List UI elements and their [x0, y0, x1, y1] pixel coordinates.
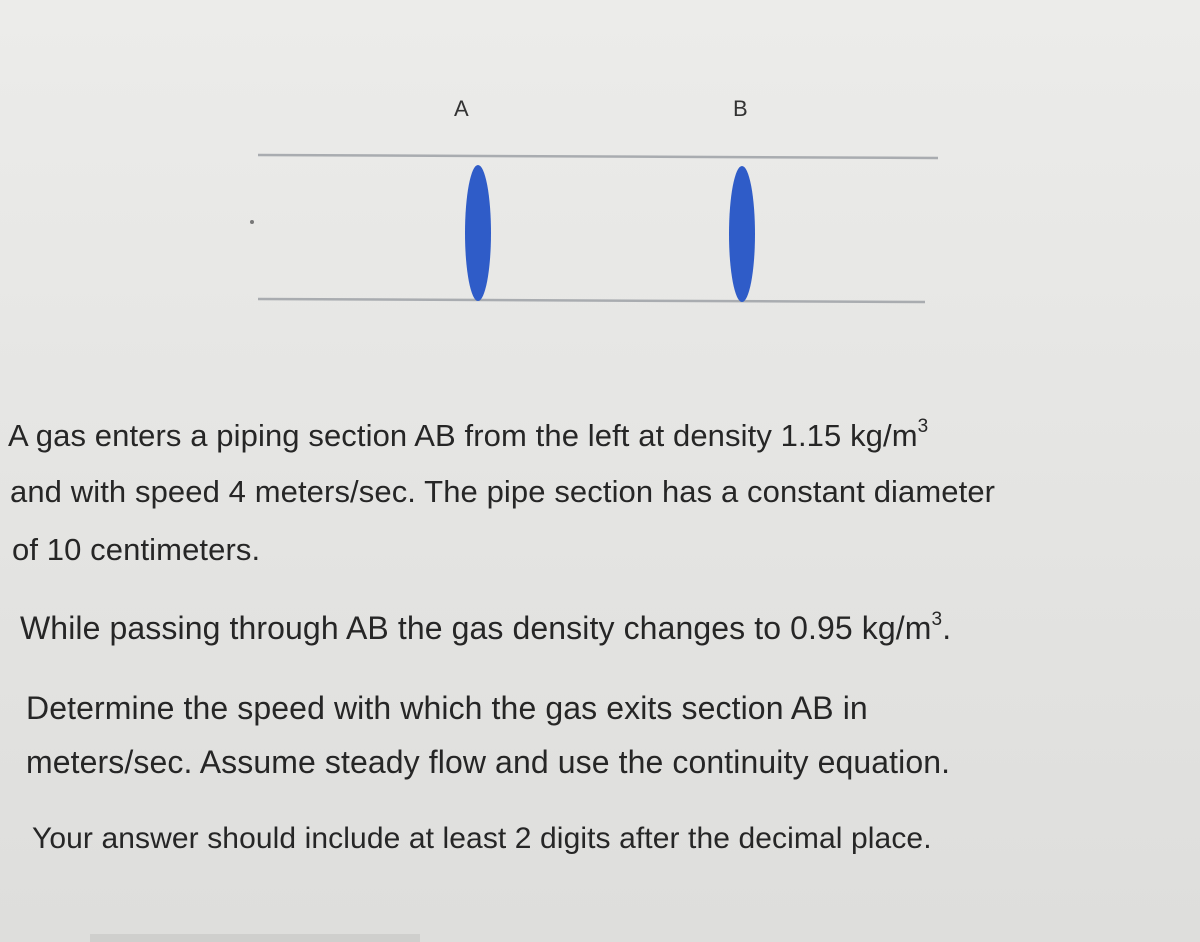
- label-a: A: [454, 96, 469, 121]
- problem-line-4: While passing through AB the gas density changes to 0.95 $kg/m^3$.: [20, 609, 952, 646]
- label-b: B: [733, 96, 748, 121]
- superscript-3: 3: [917, 416, 929, 437]
- problem-line-6: meters/sec. Assume steady flow and use the continuity equation.: [26, 744, 951, 780]
- problem-line-3: of 10 centimeters.: [12, 532, 261, 567]
- bottom-edge-strip: [90, 934, 420, 942]
- superscript-3: 3: [931, 609, 943, 630]
- problem-line-5: Determine the speed with which the gas exits section AB in: [26, 690, 868, 726]
- problem-line-1: A gas enters a piping section AB from the left at density 1.15 $kg/m^3$: [8, 416, 929, 453]
- problem-line-2: and with speed 4 meters/sec. The pipe section has a constant diameter: [10, 474, 996, 509]
- problem-line-7: Your answer should include at least 2 digits after the decimal place.: [32, 822, 932, 855]
